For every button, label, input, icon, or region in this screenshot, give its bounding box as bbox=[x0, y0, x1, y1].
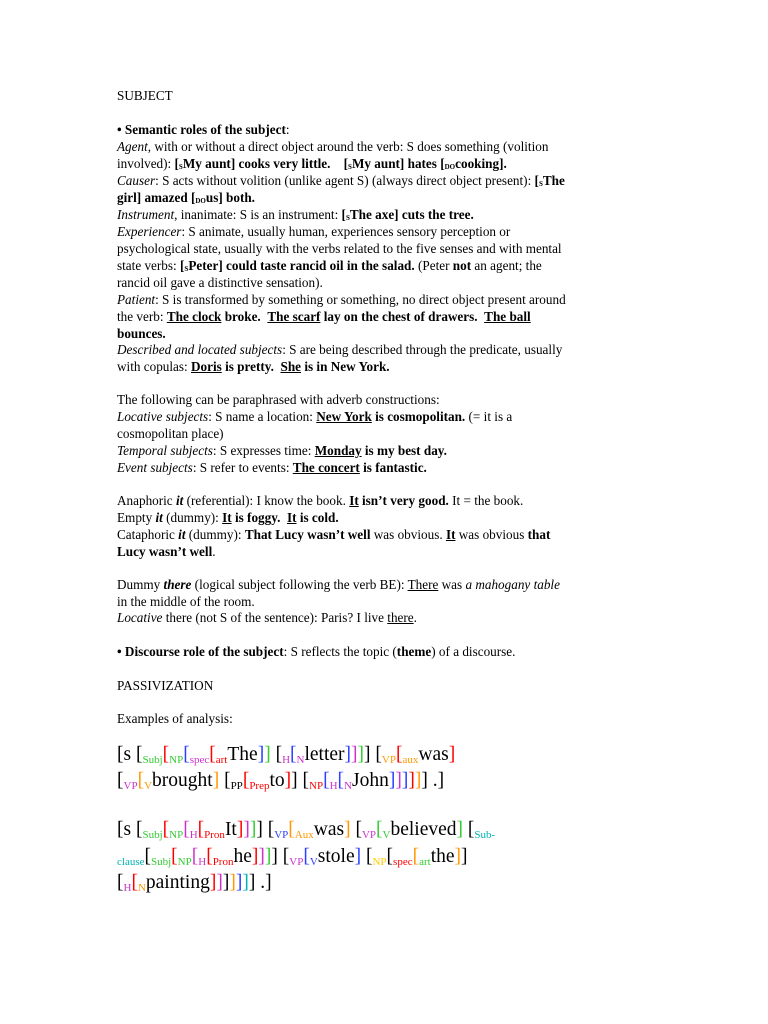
causer-example: The bbox=[542, 173, 565, 188]
tree-token: Pron bbox=[204, 829, 225, 841]
locative-there-line bbox=[117, 609, 417, 626]
agent-term: Agent bbox=[117, 139, 148, 154]
period: . bbox=[212, 544, 216, 559]
bracket: [ bbox=[534, 173, 539, 188]
patient-line-3 bbox=[117, 325, 166, 342]
discourse-role-line bbox=[117, 643, 515, 660]
anaphoric-note: It = the book. bbox=[448, 493, 524, 508]
tree-token: believed bbox=[390, 819, 457, 840]
tree-token: brought bbox=[152, 770, 213, 791]
dummy-label: Dummy bbox=[117, 577, 164, 592]
dummy-text-2: was bbox=[438, 577, 466, 592]
theme-term: theme bbox=[396, 644, 432, 659]
tree-token: NP bbox=[309, 780, 324, 792]
tree-token: the bbox=[430, 846, 455, 867]
tree-token: ] bbox=[461, 846, 468, 867]
locative-line-2: cosmopolitan place) bbox=[117, 426, 224, 441]
event-example-subject: The concert bbox=[292, 460, 360, 475]
tree-token: ] bbox=[249, 819, 257, 840]
discourse-text-2: ) of a discourse. bbox=[431, 644, 516, 659]
described-example-1: is pretty. bbox=[221, 359, 274, 374]
causer-text: : S acts without volition (unlike agent S) (always direct object present): bbox=[155, 173, 535, 188]
described-term: Described and located subjects bbox=[117, 342, 283, 357]
bracket: [ bbox=[341, 207, 346, 222]
causer-example-2: girl] amazed [ bbox=[117, 190, 196, 205]
causer-term: Causer bbox=[117, 173, 156, 188]
tree-token: [ bbox=[183, 819, 190, 840]
instrument-term: Instrument bbox=[117, 207, 175, 222]
tree-token: NP bbox=[169, 829, 184, 841]
anaphoric-text: (referential): I know the book. bbox=[183, 493, 350, 508]
tree-token: [ bbox=[206, 846, 213, 867]
agent-example-1: My aunt] cooks very little. bbox=[182, 156, 331, 171]
described-line-2 bbox=[117, 358, 390, 375]
event-term: Event subjects bbox=[117, 460, 193, 475]
dummy-there-line-2: in the middle of the room. bbox=[117, 594, 255, 609]
tree-token: [ bbox=[131, 872, 138, 893]
examples-label: Examples of analysis: bbox=[117, 711, 233, 726]
tree-token: The bbox=[227, 744, 258, 765]
tree-token: ] bbox=[364, 744, 371, 765]
patient-example-1-subject: The clock bbox=[166, 309, 222, 324]
patient-example-2-subject: The scarf bbox=[267, 309, 321, 324]
tree-token: [ bbox=[297, 770, 310, 791]
agent-text-2: involved): bbox=[117, 156, 175, 171]
tree-token: art bbox=[215, 754, 228, 766]
tree-token: V bbox=[144, 780, 153, 792]
patient-line-2 bbox=[117, 308, 531, 325]
tree-token: ] bbox=[243, 819, 250, 840]
tree-token: .] bbox=[255, 872, 272, 893]
described-line-1 bbox=[117, 341, 562, 358]
cataphoric-example-3: Lucy wasn’t well bbox=[117, 544, 213, 559]
anaphoric-example: isn’t very good. bbox=[358, 493, 449, 508]
causer-example-2-end: us] both. bbox=[205, 190, 255, 205]
tree-token: ] bbox=[454, 846, 462, 867]
tree-token: VP bbox=[274, 829, 289, 841]
tree-token: ] bbox=[212, 770, 220, 791]
tree-token: ] bbox=[414, 770, 422, 791]
locative-note: (= it is a bbox=[465, 409, 513, 424]
patient-example-3-subject: The ball bbox=[484, 309, 531, 324]
cataphoric-it-line-2 bbox=[117, 543, 216, 560]
tree-token: spec bbox=[189, 754, 210, 766]
subscript: DO bbox=[195, 197, 206, 205]
empty-label: Empty bbox=[117, 510, 156, 525]
tree-token: [ bbox=[144, 846, 151, 867]
tree-token: [ bbox=[270, 744, 283, 765]
period: . bbox=[413, 610, 417, 625]
tree-token: ] bbox=[216, 872, 223, 893]
tree-token: [ bbox=[463, 819, 475, 840]
cataphoric-example-1: That Lucy wasn’t well bbox=[244, 527, 371, 542]
tree-token: N bbox=[296, 754, 305, 766]
tree-token: ] bbox=[344, 819, 351, 840]
bracket: [ bbox=[343, 156, 349, 171]
locative-there-text: there (not S of the sentence): Paris? I live bbox=[162, 610, 388, 625]
subscript: S bbox=[348, 163, 352, 171]
locative-there-example: there bbox=[387, 610, 414, 625]
tree-token: [ bbox=[162, 819, 170, 840]
empty-text: (dummy): bbox=[162, 510, 223, 525]
tree-token: [s [ bbox=[117, 819, 143, 840]
tree-token: ] bbox=[388, 770, 396, 791]
tree-token: [ bbox=[277, 846, 290, 867]
tree-token: ] bbox=[236, 819, 244, 840]
patient-line-1 bbox=[117, 291, 566, 308]
tree-token: Pron bbox=[212, 856, 234, 868]
tree-token: letter bbox=[304, 744, 345, 765]
tree-token: John bbox=[352, 770, 389, 791]
subscript: S bbox=[345, 214, 350, 222]
bullet: • bbox=[117, 644, 122, 659]
described-text-2: with copulas: bbox=[117, 359, 191, 374]
tree-token: [ bbox=[262, 819, 275, 840]
subscript: S bbox=[184, 265, 189, 273]
instrument-text: , inanimate: S is an instrument: bbox=[174, 207, 342, 222]
temporal-text: : S expresses time: bbox=[212, 443, 315, 458]
experiencer-example: Peter] could taste rancid oil in the salad. bbox=[188, 258, 415, 273]
tree-token: NP bbox=[177, 856, 192, 868]
tree-token: H bbox=[189, 829, 198, 841]
tree-token: .] bbox=[427, 770, 445, 791]
tree-token: N bbox=[137, 882, 146, 894]
tree-token: N bbox=[344, 780, 352, 792]
tree-token: [ bbox=[209, 744, 216, 765]
tree-token: It bbox=[224, 819, 237, 840]
tree-token: was bbox=[313, 819, 345, 840]
semantic-roles-heading bbox=[117, 121, 290, 138]
tree-token: [ bbox=[395, 744, 403, 765]
locative-example: is cosmopolitan. bbox=[371, 409, 466, 424]
tree-token: H bbox=[123, 882, 132, 894]
tree-token: clause bbox=[117, 856, 145, 868]
section-title-passivization: PASSIVIZATION bbox=[117, 678, 214, 693]
bracket: [ bbox=[174, 156, 179, 171]
temporal-line bbox=[117, 442, 447, 459]
tree-token: [ bbox=[303, 846, 310, 867]
tree-token: [ bbox=[337, 770, 345, 791]
tree-token: H bbox=[282, 754, 291, 766]
tree-token: aux bbox=[402, 754, 419, 766]
experiencer-text-3: state verbs: bbox=[117, 258, 180, 273]
described-text: : S are being described through the predicate, usually bbox=[282, 342, 563, 357]
cataphoric-example-2: that bbox=[527, 527, 551, 542]
experiencer-line-2: psychological state, usually with the verbs related to the five senses and with mental bbox=[117, 241, 562, 256]
tree-1-line-2 bbox=[117, 768, 444, 799]
tree-token: ] bbox=[401, 770, 409, 791]
tree-token: Sub- bbox=[474, 829, 496, 841]
it-word: it bbox=[175, 493, 184, 508]
tree-token: to bbox=[269, 770, 285, 791]
cataphoric-text-2: was obvious. bbox=[370, 527, 446, 542]
anaphoric-it-line bbox=[117, 492, 523, 509]
tree-2-line-3 bbox=[117, 870, 272, 901]
agent-example-2-end: cooking]. bbox=[455, 156, 507, 171]
tree-token: [s [ bbox=[117, 744, 143, 765]
tree-token: H bbox=[198, 856, 207, 868]
patient-example-3: bounces. bbox=[117, 326, 166, 341]
colon: : bbox=[285, 122, 290, 137]
tree-token: ] bbox=[258, 846, 265, 867]
subscript: S bbox=[178, 163, 183, 171]
tree-token: [ bbox=[137, 770, 145, 791]
tree-token: stole bbox=[317, 846, 355, 867]
described-example-1-subject: Doris bbox=[191, 359, 222, 374]
agent-text: , with or without a direct object around the verb: S does something (volition bbox=[147, 139, 549, 154]
cataphoric-label: Cataphoric bbox=[117, 527, 179, 542]
temporal-term: Temporal subjects bbox=[117, 443, 213, 458]
section-title-subject: SUBJECT bbox=[117, 88, 173, 103]
tree-token: VP bbox=[381, 754, 396, 766]
locative-there-term: Locative bbox=[117, 610, 163, 625]
tree-token: ] bbox=[242, 872, 249, 893]
cataphoric-text: (dummy): bbox=[185, 527, 245, 542]
agent-line-1 bbox=[117, 138, 548, 155]
discourse-heading: Discourse role of the subject bbox=[124, 644, 284, 659]
tree-token: ] bbox=[264, 744, 271, 765]
patient-example-2: lay on the chest of drawers. bbox=[320, 309, 478, 324]
subscript: DO bbox=[444, 163, 456, 171]
tree-token: Subj bbox=[150, 856, 172, 868]
empty-example-2: is cold. bbox=[296, 510, 339, 525]
tree-token: [ bbox=[242, 770, 250, 791]
heading-text: Semantic roles of the subject bbox=[124, 122, 286, 137]
described-example-2-subject: She bbox=[280, 359, 302, 374]
empty-it-line bbox=[117, 509, 339, 526]
tree-token: ] bbox=[395, 770, 402, 791]
tree-token: [ bbox=[370, 744, 382, 765]
dummy-there-line-1 bbox=[117, 576, 560, 593]
locative-term: Locative subjects bbox=[117, 409, 209, 424]
tree-token: ] bbox=[229, 872, 236, 893]
tree-token: ] bbox=[456, 819, 464, 840]
event-example: is fantastic. bbox=[359, 460, 427, 475]
tree-token: ] bbox=[291, 770, 298, 791]
tree-token: he bbox=[233, 846, 252, 867]
tree-token: ] bbox=[351, 744, 358, 765]
discourse-text: : S reflects the topic ( bbox=[283, 644, 397, 659]
tree-token: ] bbox=[264, 846, 272, 867]
experiencer-text-5: an agent; the bbox=[471, 258, 542, 273]
tree-token: NP bbox=[372, 856, 387, 868]
experiencer-line-4: rancid oil gave a distinctive sensation). bbox=[117, 275, 323, 290]
tree-token: V bbox=[382, 829, 391, 841]
tree-token: [ bbox=[117, 770, 124, 791]
experiencer-term: Experiencer bbox=[117, 224, 182, 239]
tree-token: [ bbox=[191, 846, 199, 867]
tree-token: ] bbox=[257, 744, 265, 765]
temporal-example: is my best day. bbox=[361, 443, 447, 458]
tree-token: [ bbox=[219, 770, 231, 791]
tree-token: ] bbox=[354, 846, 362, 867]
anaphoric-label: Anaphoric bbox=[117, 493, 176, 508]
temporal-example-subject: Monday bbox=[314, 443, 362, 458]
tree-token: art bbox=[419, 856, 431, 868]
tree-token: VP bbox=[289, 856, 304, 868]
it-word: it bbox=[155, 510, 163, 525]
there-word: there bbox=[163, 577, 192, 592]
tree-token: ] bbox=[251, 846, 259, 867]
empty-example-2-subject: It bbox=[287, 510, 297, 525]
empty-example-1: is foggy. bbox=[231, 510, 281, 525]
tree-token: [ bbox=[288, 819, 295, 840]
tree-token: ] bbox=[357, 744, 365, 765]
dummy-example-subject: There bbox=[407, 577, 439, 592]
tree-token: ] bbox=[271, 846, 278, 867]
event-line bbox=[117, 459, 427, 476]
described-example-2: is in New York. bbox=[301, 359, 390, 374]
locative-line-1 bbox=[117, 408, 512, 425]
tree-token: Subj bbox=[142, 754, 163, 766]
locative-example-subject: New York bbox=[316, 409, 372, 424]
tree-token: was bbox=[418, 744, 449, 765]
tree-token: ] bbox=[235, 872, 243, 893]
experiencer-line-1 bbox=[117, 223, 510, 240]
cataphoric-example-subject: It bbox=[445, 527, 456, 542]
tree-token: Aux bbox=[294, 829, 314, 841]
tree-token: ] bbox=[344, 744, 352, 765]
tree-token: ] bbox=[448, 744, 456, 765]
tree-token: [ bbox=[386, 846, 394, 867]
tree-token: [ bbox=[171, 846, 178, 867]
tree-token: [ bbox=[183, 744, 190, 765]
anaphoric-example-subject: It bbox=[349, 493, 359, 508]
tree-token: [ bbox=[323, 770, 330, 791]
experiencer-text: : S animate, usually human, experiences sensory perception or bbox=[181, 224, 511, 239]
cataphoric-text-3: was obvious bbox=[455, 527, 528, 542]
experiencer-text-4: (Peter bbox=[414, 258, 453, 273]
instrument-example: The axe] cuts the tree. bbox=[349, 207, 474, 222]
tree-token: ] bbox=[256, 819, 263, 840]
tree-token: [ bbox=[376, 819, 383, 840]
tree-token: H bbox=[329, 780, 338, 792]
agent-example-2: My aunt] hates [ bbox=[351, 156, 445, 171]
tree-token: painting bbox=[145, 872, 210, 893]
tree-token: VP bbox=[123, 780, 138, 792]
bracket: [ bbox=[180, 258, 185, 273]
patient-term: Patient bbox=[117, 292, 156, 307]
tree-token: V bbox=[309, 856, 318, 868]
adverb-intro: The following can be paraphrased with adverb constructions: bbox=[117, 392, 440, 407]
tree-token: Prep bbox=[249, 780, 270, 792]
patient-example-1: broke. bbox=[221, 309, 261, 324]
tree-token: Subj bbox=[142, 829, 163, 841]
tree-token: [ bbox=[412, 846, 420, 867]
dummy-text: (logical subject following the verb BE): bbox=[191, 577, 408, 592]
tree-token: [ bbox=[361, 846, 373, 867]
tree-token: [ bbox=[162, 744, 170, 765]
empty-example-1-subject: It bbox=[222, 510, 232, 525]
dummy-example-object: a mahogany table bbox=[465, 577, 560, 592]
patient-text-2: the verb: bbox=[117, 309, 167, 324]
tree-token: ] bbox=[284, 770, 292, 791]
subscript: S bbox=[538, 180, 543, 188]
tree-token: ] bbox=[222, 872, 230, 893]
emphasis-not: not bbox=[452, 258, 472, 273]
event-text: : S refer to events: bbox=[192, 460, 293, 475]
tree-token: [ bbox=[350, 819, 362, 840]
tree-token: [ bbox=[197, 819, 205, 840]
it-word: it bbox=[178, 527, 186, 542]
tree-token: NP bbox=[169, 754, 184, 766]
tree-token: ] bbox=[248, 872, 256, 893]
tree-token: ] bbox=[408, 770, 415, 791]
locative-text: : S name a location: bbox=[208, 409, 317, 424]
tree-token: ] bbox=[421, 770, 428, 791]
tree-token: PP bbox=[230, 780, 243, 792]
tree-token: VP bbox=[361, 829, 377, 841]
tree-token: [ bbox=[290, 744, 297, 765]
cataphoric-it-line-1 bbox=[117, 526, 550, 543]
tree-token: [ bbox=[117, 872, 124, 893]
patient-text: : S is transformed by something or something, no direct object present around bbox=[155, 292, 566, 307]
tree-token: ] bbox=[209, 872, 217, 893]
tree-token: spec bbox=[393, 856, 413, 868]
bullet: • bbox=[117, 122, 122, 137]
